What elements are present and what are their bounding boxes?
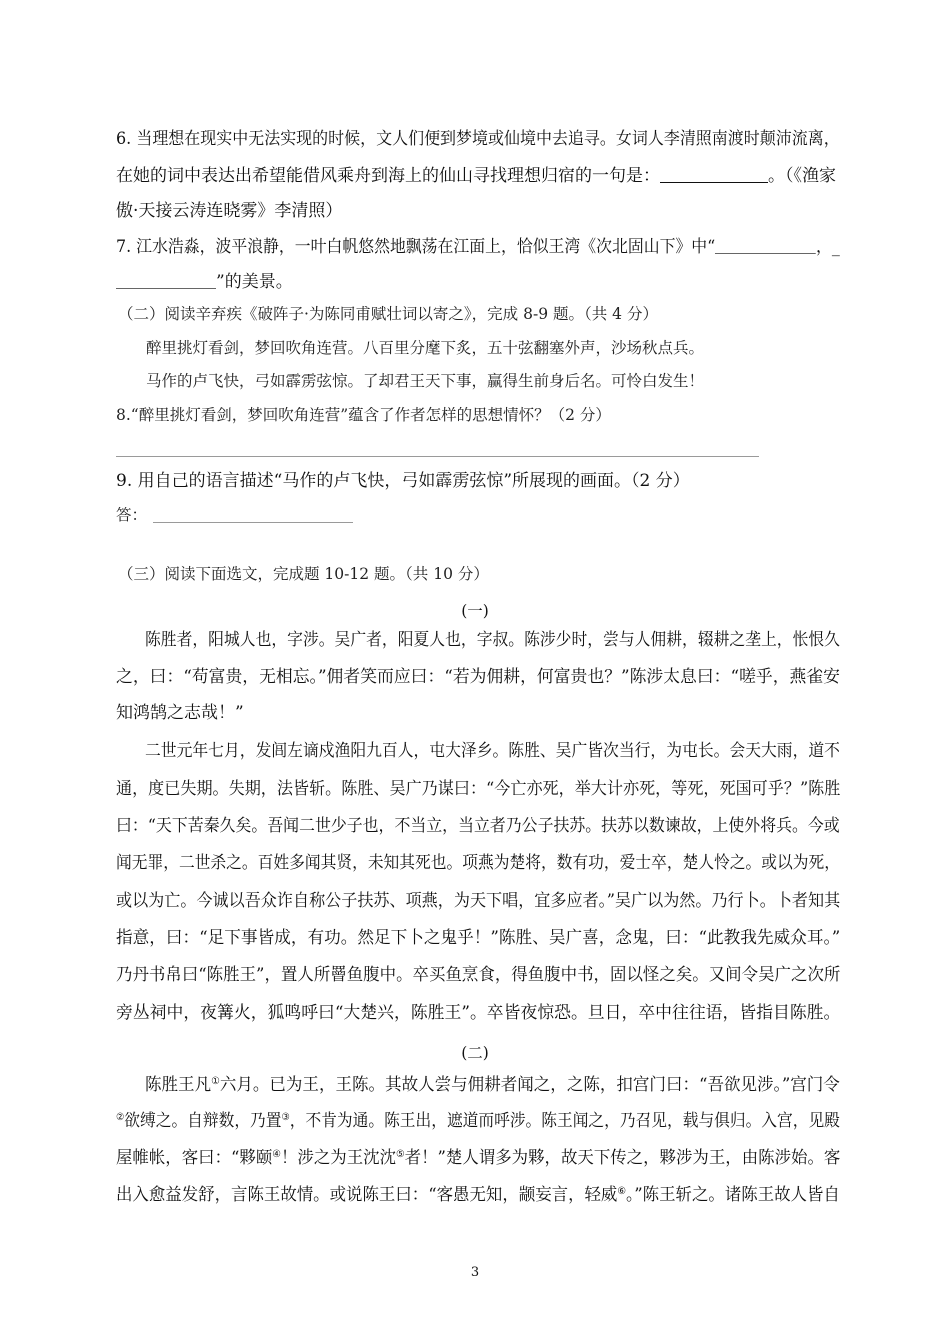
section2-heading: （二）阅读辛弃疾《破阵子·为陈同甫赋壮词以寄之》，完成 8-9 题。（共 4 分）: [118, 305, 658, 323]
p2-line4: 闻无罪，二世杀之。百姓多闻其贤，未知其死也。项燕为楚将，数有功，爱士卒，楚人怜之。或以为死，: [116, 853, 840, 873]
p2-line5: 或以为亡。今诚以吾众诈自称公子扶苏、项燕，为天下唱，宜多应者。”吴广以为然。乃行卜。卜者知其: [116, 891, 841, 911]
q8-text: 8.“醉里挑灯看剑，梦回吹角连营”蕴含了作者怎样的思想情怀？（2 分）: [116, 406, 611, 424]
q9-text: 9. 用自己的语言描述“马作的卢飞快，弓如霹雳弦惊”所展现的画面。（2 分）: [116, 471, 690, 491]
q7-line2: [116, 272, 293, 291]
p3-line3-c: 者！”楚人谓多为夥，故天下传之，夥涉为王，由陈涉始。客: [404, 1148, 841, 1168]
q7-answer-blank-2[interactable]: [116, 272, 216, 289]
footnote-marker-4: ④: [272, 1149, 281, 1160]
poem-line1: 醉里挑灯看剑，梦回吹角连营。八百里分麾下炙，五十弦翻塞外声，沙场秋点兵。: [146, 339, 705, 357]
q6-line1: 6. 当理想在现实中无法实现的时候，文人们便到梦境或仙境中去追寻。女词人李清照南渡时颠沛流离，: [116, 129, 840, 149]
p2-line2: 通，度已失期。失期，法皆斩。陈胜、吴广乃谋曰：“今亡亦死，举大计亦死，等死，死国可乎？”陈胜: [116, 779, 841, 799]
page-number: 3: [470, 1265, 480, 1280]
p1-line1: 陈胜者，阳城人也，字涉。吴广者，阳夏人也，字叔。陈涉少时，尝与人佣耕，辍耕之垄上，怅恨久: [145, 630, 840, 650]
p3-line1-b: 六月。已为王，王陈。其故人尝与佣耕者闻之，之陈，扣宫门曰：“吾欲见涉。”宫门令: [219, 1075, 840, 1095]
p3-line4-b: 。”陈王斩之。诸陈王故人皆自: [626, 1185, 840, 1205]
p3-line2: [116, 1113, 840, 1130]
p3-line1-a: 陈胜王凡: [145, 1075, 212, 1095]
q8-answer-line[interactable]: [116, 456, 759, 457]
p3-line3-b: ！涉之为王沈沈: [280, 1148, 396, 1168]
part1-title: (一): [461, 602, 489, 620]
p1-line3: 知鸿鹄之志哉！”: [116, 703, 244, 723]
q6-line2: [116, 166, 836, 185]
part2-title: (二): [461, 1044, 489, 1062]
q7-answer-blank-1[interactable]: [715, 237, 816, 254]
p3-line2-a: 欲缚之。自辩数，乃置: [124, 1111, 282, 1131]
q7-line1: [116, 237, 840, 256]
q9-answer: [116, 508, 353, 524]
p3-line4: [116, 1187, 840, 1204]
q6-line3: 傲·天接云涛连晓雾》李清照）: [116, 201, 343, 221]
footnote-marker-5: ⑤: [395, 1149, 405, 1160]
p2-line1: 二世元年七月，发闾左谪戍渔阳九百人，屯大泽乡。陈胜、吴广皆次当行，为屯长。会天大雨，道不: [145, 741, 840, 761]
footnote-marker-1: ①: [211, 1076, 220, 1087]
footnote-marker-6: ⑥: [617, 1186, 627, 1197]
p3-line3-a: 屋帷帐，客曰：“夥颐: [116, 1148, 273, 1168]
p2-line8: 旁丛祠中，夜篝火，狐鸣呼曰“大楚兴，陈胜王”。卒皆夜惊恐。旦日，卒中往往语，皆指目陈胜。: [116, 1003, 841, 1023]
p3-line3: [116, 1150, 840, 1167]
p2-line6: 指意，曰：“足下事皆成，有功。然足下卜之鬼乎！”陈胜、吴广喜，念鬼，曰：“此教我先威众耳。”: [116, 928, 841, 948]
p2-line7: 乃丹书帛曰“陈胜王”，置人所罾鱼腹中。卒买鱼烹食，得鱼腹中书，固以怪之矣。又间令吴广之次所: [116, 965, 841, 985]
p3-line1: [145, 1077, 840, 1094]
q9-answer-line[interactable]: [153, 508, 353, 523]
p3-line2-b: ，不肯为通。陈王出，遮道而呼涉。陈王闻之，乃召见，载与俱归。入宫，见殿: [289, 1111, 840, 1131]
q7-line1-comma: ，_: [816, 237, 840, 257]
q6-line2-tail: 。（《渔家: [768, 166, 836, 186]
section3-heading: （三）阅读下面选文，完成题 10-12 题。（共 10 分）: [118, 565, 489, 583]
footnote-marker-3: ③: [281, 1112, 290, 1123]
answer-label: 答：: [116, 506, 148, 524]
p1-line2: 之，曰：“苟富贵，无相忘。”佣者笑而应曰：“若为佣耕，何富贵也？”陈涉太息曰：“嗟乎，燕雀安: [116, 667, 840, 687]
footnote-marker-2: ②: [116, 1112, 125, 1123]
poem-line2: 马作的卢飞快，弓如霹雳弦惊。了却君王天下事，赢得生前身后名。可怜白发生！: [146, 372, 705, 390]
q6-answer-blank[interactable]: [660, 166, 768, 183]
q7-line2-tail: ”的美景。: [216, 272, 293, 292]
p2-line3: 曰：“天下苦秦久矣。吾闻二世少子也，不当立，当立者乃公子扶苏。扶苏以数谏故，上使外将兵。今或: [116, 816, 840, 836]
q7-line1-text: 7. 江水浩淼，波平浪静，一叶白帆悠然地飘荡在江面上，恰似王湾《次北固山下》中“: [116, 237, 716, 257]
q6-line2-text: 在她的词中表达出希望能借风乘舟到海上的仙山寻找理想归宿的一句是：: [116, 166, 660, 186]
p3-line4-a: 出入愈益发舒，言陈王故情。或说陈王曰：“客愚无知，颛妄言，轻威: [116, 1185, 618, 1205]
